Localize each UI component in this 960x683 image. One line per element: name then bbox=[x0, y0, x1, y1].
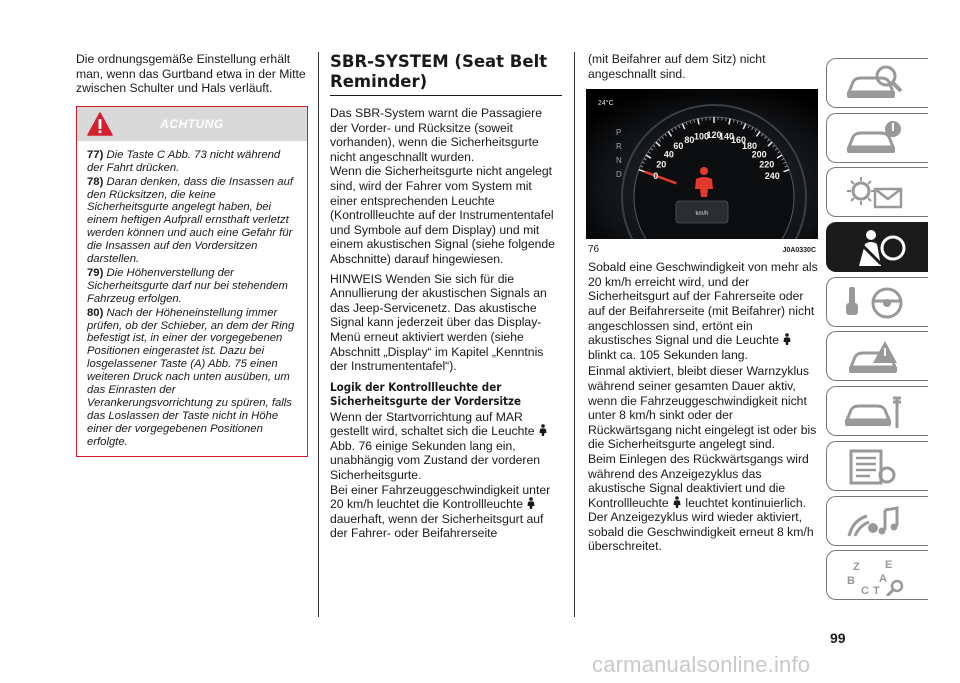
svg-text:Z: Z bbox=[853, 561, 860, 574]
speed-label: 80 bbox=[684, 135, 695, 146]
warning-item: 80) Nach der Höheneinstellung immer prüfen, ob der Schieber, an dem der Ring befestigt ist, in einer der vorgegebenen Positionen eingerastet ist. Dazu bei losgelassener Taste (A) Abb. 75 einen weiteren Druck nach unten ausüben, um das Einrasten der Verankerungsvorrichtung zu spüren, falls das Loslassen der Taste nicht in Höhe einer der vorgegebenen Positionen erfolgte. bbox=[87, 306, 295, 448]
index-icon bbox=[841, 556, 913, 596]
intro-paragraph: Die ordnungsgemäße Einstellung erhält man, wenn das Gurtband etwa in der Mitte zwischen Schulter und Hals verläuft. bbox=[76, 52, 306, 96]
tab-warning-lights[interactable] bbox=[826, 167, 928, 217]
speed-label: 200 bbox=[751, 149, 767, 160]
paragraph: Beim Einlegen des Rückwärtsgangs wird während des Anzeigezyklus das akustische Signal deaktiviert und die Kontrollleuchte leuchtet kontinuierlich. Der Anzeigezyklus wird wieder aktiviert, sobald die Geschwindigkeit erneut 8 km/h überschreitet. bbox=[588, 451, 814, 554]
warning-title: ACHTUNG bbox=[160, 116, 224, 131]
tab-emergency[interactable] bbox=[826, 331, 928, 381]
maintenance-icon bbox=[841, 392, 913, 432]
car-alert-icon bbox=[841, 119, 913, 159]
tab-car-info[interactable] bbox=[826, 58, 928, 108]
warning-item: 77) Die Taste C Abb. 73 nicht während der Fahrt drücken. bbox=[87, 148, 281, 174]
section-heading: SBR-SYSTEM (Seat Belt Reminder) bbox=[330, 52, 562, 96]
paragraph: (mit Beifahrer auf dem Sitz) nicht angeschnallt sind. bbox=[588, 52, 766, 81]
tab-starting-driving[interactable] bbox=[826, 277, 928, 327]
warning-item: 79) Die Höhenverstellung der Sicherheitsgurte darf nur bei stehendem Fahrzeug erfolgen. bbox=[87, 266, 288, 305]
svg-text:B: B bbox=[847, 575, 855, 588]
speed-label: 220 bbox=[759, 159, 775, 170]
seatbelt-warning-icon bbox=[782, 333, 792, 345]
speed-label: 20 bbox=[656, 159, 667, 170]
multimedia-icon bbox=[841, 502, 913, 542]
starting-driving-icon bbox=[841, 283, 913, 323]
warning-header bbox=[77, 107, 307, 141]
watermark: carmanualsonline.info bbox=[592, 652, 811, 677]
svg-text:A: A bbox=[879, 573, 887, 586]
tab-index[interactable] bbox=[826, 550, 928, 600]
subheading: Logik der Kontrollleuchte der Sicherheitsgurte der Vordersitze bbox=[330, 379, 522, 408]
gear-d: D bbox=[616, 170, 622, 180]
figure-caption bbox=[588, 243, 818, 256]
speed-label: 0 bbox=[653, 170, 659, 181]
warning-body bbox=[77, 141, 307, 456]
svg-text:E: E bbox=[885, 559, 893, 572]
svg-text:C: C bbox=[861, 585, 869, 597]
warning-box bbox=[76, 106, 308, 457]
gear-p: P bbox=[616, 128, 622, 138]
seatbelt-warning-icon bbox=[538, 424, 548, 436]
tab-maintenance[interactable] bbox=[826, 386, 928, 436]
warning-lights-icon bbox=[841, 173, 913, 213]
svg-text:T: T bbox=[873, 585, 880, 597]
tab-car-alert[interactable] bbox=[826, 113, 928, 163]
figure-code: J0A0330C bbox=[782, 247, 816, 255]
paragraph: Wenn die Sicherheitsgurte nicht angelegt sind, wird der Fahrer vom System mit einer entsprechenden Leuchte (Kontrollleuchte auf der Instrumententafel und Symbole auf dem Display) und mit einem akustischen Signal (siehe folgende Abschnitte) darauf hingewiesen. bbox=[330, 164, 555, 266]
note-paragraph: HINWEIS Wenden Sie sich für die Annullierung der akustischen Signals an das Jeep-Servicenetz. Das akustische Signal kann jederzeit über das Display-Menü erneut aktiviert werden (siehe Abschnitt „Display“ im Kapitel „Kenntnis der Instrumententafel“). bbox=[330, 271, 547, 374]
speed-label: 120 bbox=[706, 130, 722, 141]
column-divider bbox=[318, 52, 319, 617]
paragraph: Das SBR-System warnt die Passagiere der Vorder- und Rücksitze (soweit vorhanden), wenn die Sicherheitsgurte nicht angeschnallt wurden. bbox=[330, 106, 543, 164]
speed-unit: km/h bbox=[695, 211, 709, 218]
column-divider bbox=[574, 52, 575, 617]
column-left bbox=[76, 52, 308, 457]
speed-label: 140 bbox=[719, 131, 735, 142]
seat-belt-airbag-icon bbox=[841, 228, 913, 268]
speed-label: 60 bbox=[673, 141, 684, 152]
warning-item: 78) Daran denken, dass die Insassen auf den Rücksitzen, die keine Sicherheitsgurte angelegt haben, bei einem heftigen Aufprall ernsthaft verletzt werden können und auch eine Gefahr für die Insassen auf den Vordersitzen darstellen. bbox=[87, 175, 293, 266]
speedometer-figure bbox=[586, 89, 818, 239]
tab-technical-data[interactable] bbox=[826, 441, 928, 491]
car-info-icon bbox=[841, 64, 913, 104]
temperature-readout: 24°C bbox=[598, 100, 614, 108]
chapter-nav bbox=[826, 58, 928, 605]
tab-multimedia[interactable] bbox=[826, 496, 928, 546]
speed-label: 240 bbox=[764, 170, 780, 181]
paragraph: Einmal aktiviert, bleibt dieser Warnzyklus während seiner gesamten Dauer aktiv, wenn die Fahrzeuggeschwindigkeit nicht unter 8 km/h sinkt oder der Rückwärtsgang nicht eingelegt ist oder bis die Sicherheitsgurte angelegt sind. bbox=[588, 364, 817, 452]
gear-n: N bbox=[616, 156, 622, 166]
page-number: 99 bbox=[830, 630, 846, 646]
technical-data-icon bbox=[841, 447, 913, 487]
figure-number: 76 bbox=[588, 244, 600, 256]
speed-label: 100 bbox=[693, 131, 709, 142]
column-right bbox=[588, 52, 818, 559]
speed-label: 40 bbox=[663, 149, 674, 160]
paragraph: Bei einer Fahrzeuggeschwindigkeit unter 20 km/h leuchtet die Kontrollleuchte dauerhaft, wenn der Sicherheitsgurt auf der Fahrer- oder Beifahrerseite bbox=[330, 482, 551, 541]
speedometer-gauge bbox=[586, 89, 818, 239]
paragraph: Wenn der Startvorrichtung auf MAR gestellt wird, schaltet sich die Leuchte Abb. 76 einige Sekunden lang ein, unabhängig vom Zustand der vorderen Sicherheitsgurte. bbox=[330, 410, 562, 483]
emergency-icon bbox=[841, 337, 913, 377]
paragraph: Sobald eine Geschwindigkeit von mehr als 20 km/h erreicht wird, und der Sicherheitsgurt auf der Fahrerseite oder auf der Beifahrerseite (mit Beifahrer) nicht angeschlossen sind, ertönt ein akustisches Signal und die Leuchte blinkt ca. 105 Sekunden lang. bbox=[588, 260, 818, 362]
speed-label: 160 bbox=[731, 135, 747, 146]
tab-seat-belt-airbag[interactable] bbox=[826, 222, 928, 272]
gear-r: R bbox=[616, 142, 622, 152]
seatbelt-warning-icon bbox=[672, 496, 682, 508]
column-middle bbox=[330, 52, 562, 546]
speed-label: 180 bbox=[742, 141, 758, 152]
seatbelt-warning-icon bbox=[526, 497, 536, 509]
